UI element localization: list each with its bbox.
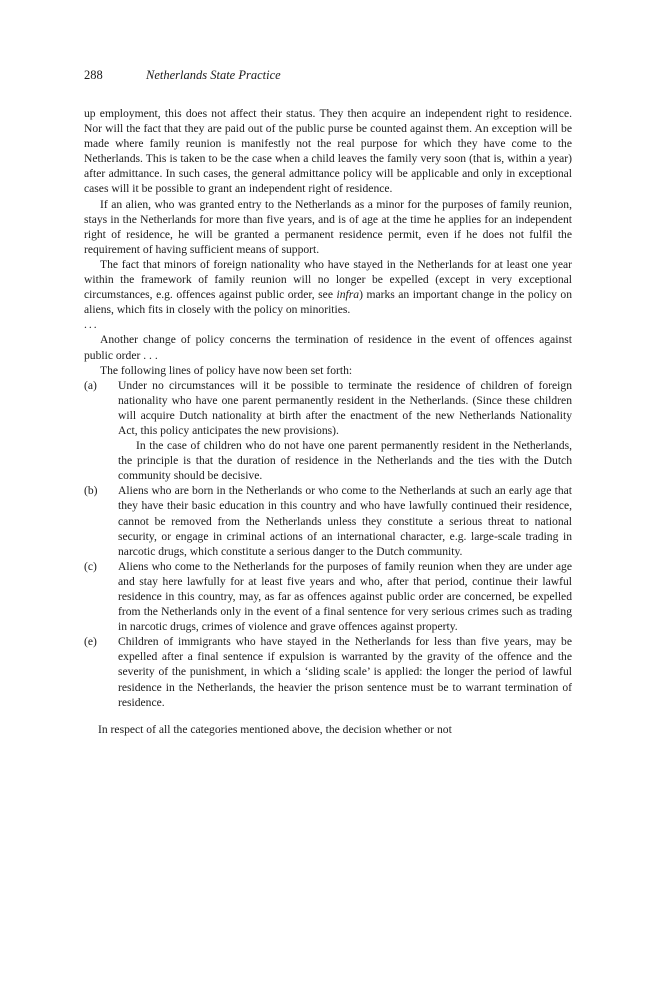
paragraph-3-part-a: The fact that minors of foreign nationality who have stayed in the Netherlands for at least one year within the framework of family reunion will no longer be expelled (except in very exceptional circumstances, e.g. offences against public order, see: [84, 257, 572, 302]
paragraph-4: Another change of policy concerns the termination of residence in the event of offences against public order . . .: [84, 333, 572, 362]
paragraph-1: up employment, this does not affect their status. They then acquire an independent right to residence. Nor will the fact that they are paid out of the public purse be counted against them. An exception will be made where family reunion is manifestly not the real purpose for which they have come to the Netherlands. This is taken to be the case when a child leaves the family very soon (that is, within a year) after admittance. In such cases, the general admittance policy will be applicable and only in exceptional cases will it be possible to grant an independent right of residence.: [84, 107, 572, 196]
item-label: (a): [84, 378, 97, 392]
policy-item-a: [84, 378, 572, 484]
infra-reference: infra: [336, 288, 360, 302]
policy-item-e: [84, 634, 572, 709]
item-text: Aliens who are born in the Netherlands or who come to the Netherlands at such an early age that they have their basic education in this country and who have lawfully continued their residence, cannot be removed from the Netherlands unless they constitute a serious threat to national security, or engage in criminal actions of an international character, e.g. large-scale trading in narcotic drugs, which constitute a serious danger to the Dutch community.: [118, 484, 572, 558]
item-label: (e): [84, 635, 97, 649]
paragraph-3-part-c: ) marks an important change in the policy on aliens, which fits in closely with the policy on minorities.: [84, 288, 572, 317]
paragraph-5: The following lines of policy have now been set forth:: [100, 363, 353, 377]
page-number: 288: [84, 68, 103, 82]
policy-item-c: [84, 559, 572, 634]
item-text: Aliens who come to the Netherlands for the purposes of family reunion when they are under age and stay here lawfully for at least five years and who, after that period, continue their lawful residence in this country, may, as far as offences against public order are concerned, be expelled from the Netherlands only in the event of a final sentence for very serious crimes such as trading in narcotic drugs, crimes of violence and grave offences against property.: [118, 559, 572, 634]
ellipsis: ...: [84, 318, 99, 332]
item-label: (c): [84, 559, 97, 573]
running-header: [84, 68, 281, 83]
item-text: Children of immigrants who have stayed in the Netherlands for less than five years, may be expelled after a final sentence if expulsion is warranted by the gravity of the offence and the severity of the punishment, in which a ‘sliding scale’ is applied: the longer the period of lawful residence in the Netherlands, the heavier the prison sentence must be to warrant termination of residence.: [118, 635, 572, 709]
paragraph-2: If an alien, who was granted entry to the Netherlands as a minor for the purposes of family reunion, stays in the Netherlands for more than five years, and is of age at the time he applies for an independent right of residence, he will be granted a permanent residence permit, even if he does not fulfil the requirement of having sufficient means of support.: [84, 197, 572, 256]
running-title: Netherlands State Practice: [146, 68, 281, 82]
policy-item-b: [84, 483, 572, 558]
item-subparagraph: In the case of children who do not have one parent permanently resident in the Netherlands, the principle is that the duration of residence in the Netherlands and the ties with the Dutch community should be decisive.: [118, 439, 572, 483]
body-text: [84, 106, 572, 737]
item-label: (b): [84, 484, 98, 498]
item-text: Under no circumstances will it be possible to terminate the residence of children of foreign nationality who have one parent permanently resident in the Netherlands. (Since these children will acquire Dutch nationality at birth after the enactment of the new Netherlands Nationality Act, this policy anticipates the new provisions).: [118, 378, 572, 437]
final-paragraph: In respect of all the categories mentioned above, the decision whether or not: [98, 722, 452, 736]
paragraph-3: [84, 257, 572, 317]
